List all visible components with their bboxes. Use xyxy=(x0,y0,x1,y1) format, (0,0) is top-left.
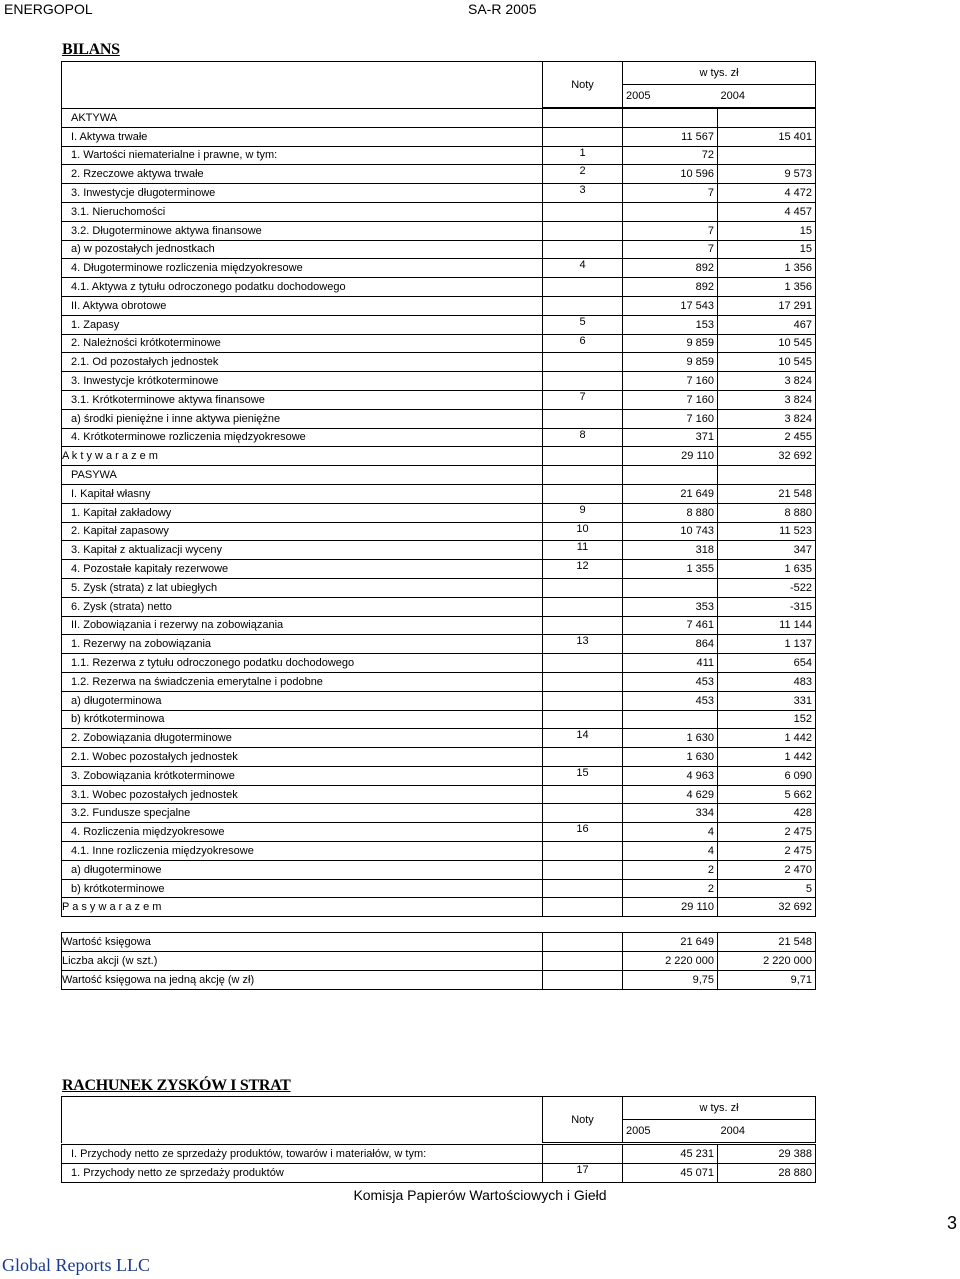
row-value-2004: 8 880 xyxy=(718,503,816,522)
row-note xyxy=(543,860,623,879)
row-value-2005: 334 xyxy=(623,804,718,823)
row-note xyxy=(543,672,623,691)
table-row xyxy=(62,353,816,372)
row-value-2005: 21 649 xyxy=(623,484,718,503)
table-row xyxy=(62,879,816,898)
row-label: 2. Zobowiązania długoterminowe xyxy=(62,729,543,748)
row-note xyxy=(543,748,623,767)
row-value-2004: 483 xyxy=(718,672,816,691)
row-value-2005: 2 220 000 xyxy=(623,952,718,971)
rachunek-year-2005: 2005 xyxy=(623,1120,718,1143)
bilans-header-table xyxy=(61,61,816,108)
row-value-2005 xyxy=(623,202,718,221)
row-value-2005: 29 110 xyxy=(623,898,718,917)
row-value-2005: 45 231 xyxy=(623,1145,718,1164)
row-value-2004: 2 455 xyxy=(718,428,816,447)
row-label: I. Przychody netto ze sprzedaży produktów, towarów i materiałów, w tym: xyxy=(62,1145,543,1164)
row-value-2005: 892 xyxy=(623,259,718,278)
table-row xyxy=(62,578,816,597)
row-note: 14 xyxy=(543,729,623,748)
table-row xyxy=(62,971,816,990)
bilans-header-blank xyxy=(62,62,543,108)
row-value-2004: 428 xyxy=(718,804,816,823)
row-note: 16 xyxy=(543,823,623,842)
row-label: b) krótkoterminowa xyxy=(62,710,543,729)
row-value-2004: 1 442 xyxy=(718,729,816,748)
row-note xyxy=(543,240,623,259)
row-note xyxy=(543,898,623,917)
row-label: 4.1. Aktywa z tytułu odroczonego podatku dochodowego xyxy=(62,278,543,297)
row-value-2004: 29 388 xyxy=(718,1145,816,1164)
row-label: A k t y w a r a z e m xyxy=(62,447,543,466)
row-note: 4 xyxy=(543,259,623,278)
row-label: 1. Zapasy xyxy=(62,315,543,334)
table-row xyxy=(62,240,816,259)
row-note xyxy=(543,109,623,128)
table-row xyxy=(62,221,816,240)
table-row xyxy=(62,654,816,673)
bilans-table xyxy=(61,108,816,917)
row-value-2005: 9 859 xyxy=(623,353,718,372)
row-label: PASYWA xyxy=(62,466,543,485)
row-note xyxy=(543,578,623,597)
row-value-2005 xyxy=(623,466,718,485)
row-value-2004: 2 470 xyxy=(718,860,816,879)
row-note xyxy=(543,466,623,485)
row-value-2005: 453 xyxy=(623,691,718,710)
row-value-2004: 5 662 xyxy=(718,785,816,804)
row-value-2004: 654 xyxy=(718,654,816,673)
table-row xyxy=(62,898,816,917)
row-note xyxy=(543,616,623,635)
table-row xyxy=(62,372,816,391)
row-note: 7 xyxy=(543,390,623,409)
row-note: 10 xyxy=(543,522,623,541)
row-label: 2.1. Wobec pozostałych jednostek xyxy=(62,748,543,767)
row-label: 1.2. Rezerwa na świadczenia emerytalne i podobne xyxy=(62,672,543,691)
row-value-2004 xyxy=(718,146,816,165)
row-value-2005: 8 880 xyxy=(623,503,718,522)
row-value-2005: 10 596 xyxy=(623,165,718,184)
row-value-2005: 864 xyxy=(623,635,718,654)
row-value-2005: 9,75 xyxy=(623,971,718,990)
row-label: 1. Rezerwy na zobowiązania xyxy=(62,635,543,654)
table-row xyxy=(62,334,816,353)
bilans-summary-table xyxy=(61,932,816,990)
row-value-2004: 17 291 xyxy=(718,296,816,315)
row-note: 5 xyxy=(543,315,623,334)
row-label: AKTYWA xyxy=(62,109,543,128)
row-label: 3. Inwestycje długoterminowe xyxy=(62,184,543,203)
row-value-2004: 1 356 xyxy=(718,278,816,297)
bilans-noty-header: Noty xyxy=(543,62,623,108)
page-number: 3 xyxy=(946,1213,957,1233)
row-note: 6 xyxy=(543,334,623,353)
table-row xyxy=(62,804,816,823)
row-value-2005: 4 629 xyxy=(623,785,718,804)
row-value-2004: 11 523 xyxy=(718,522,816,541)
row-label: 3. Inwestycje krótkoterminowe xyxy=(62,372,543,391)
row-label: 3.1. Krótkoterminowe aktywa finansowe xyxy=(62,390,543,409)
row-note: 11 xyxy=(543,541,623,560)
row-label: 4. Rozliczenia międzyokresowe xyxy=(62,823,543,842)
row-label: 4. Krótkoterminowe rozliczenia międzyokresowe xyxy=(62,428,543,447)
row-value-2004: 3 824 xyxy=(718,372,816,391)
table-row xyxy=(62,748,816,767)
row-note xyxy=(543,1145,623,1164)
table-row xyxy=(62,184,816,203)
row-label: 5. Zysk (strata) z lat ubiegłych xyxy=(62,578,543,597)
rachunek-header-table xyxy=(61,1096,816,1143)
row-value-2005: 29 110 xyxy=(623,447,718,466)
rachunek-noty-header: Noty xyxy=(543,1097,623,1143)
row-value-2004: 32 692 xyxy=(718,898,816,917)
row-label: a) w pozostałych jednostkach xyxy=(62,240,543,259)
table-row xyxy=(62,428,816,447)
table-row xyxy=(62,766,816,785)
rachunek-year-2004: 2004 xyxy=(718,1120,816,1143)
table-row xyxy=(62,127,816,146)
row-value-2004: 10 545 xyxy=(718,334,816,353)
row-label: b) krótkoterminowe xyxy=(62,879,543,898)
rachunek-header-blank xyxy=(62,1097,543,1143)
row-note xyxy=(543,409,623,428)
table-row xyxy=(62,278,816,297)
row-note xyxy=(543,484,623,503)
row-blank-cell xyxy=(543,933,623,952)
row-label: a) środki pieniężne i inne aktywa pieniężne xyxy=(62,409,543,428)
row-label: Wartość księgowa xyxy=(62,933,543,952)
row-label: 1. Wartości niematerialne i prawne, w tym: xyxy=(62,146,543,165)
row-value-2004: -522 xyxy=(718,578,816,597)
row-value-2005: 72 xyxy=(623,146,718,165)
row-label: 3.2. Fundusze specjalne xyxy=(62,804,543,823)
row-note xyxy=(543,879,623,898)
row-value-2004: 6 090 xyxy=(718,766,816,785)
table-row xyxy=(62,522,816,541)
global-reports-watermark: Global Reports LLC xyxy=(2,1255,150,1275)
row-value-2005: 411 xyxy=(623,654,718,673)
row-value-2004: 5 xyxy=(718,879,816,898)
row-value-2004: 1 356 xyxy=(718,259,816,278)
row-label: I. Aktywa trwałe xyxy=(62,127,543,146)
table-row xyxy=(62,109,816,128)
row-value-2005: 318 xyxy=(623,541,718,560)
row-value-2005: 45 071 xyxy=(623,1163,718,1182)
bilans-title: BILANS xyxy=(62,41,120,58)
row-value-2005: 9 859 xyxy=(623,334,718,353)
table-row xyxy=(62,447,816,466)
row-note xyxy=(543,842,623,861)
rachunek-title: RACHUNEK ZYSKÓW I STRAT xyxy=(62,1077,291,1094)
row-value-2005: 892 xyxy=(623,278,718,297)
row-value-2004: -315 xyxy=(718,597,816,616)
row-note: 15 xyxy=(543,766,623,785)
table-row xyxy=(62,635,816,654)
row-label: I. Kapitał własny xyxy=(62,484,543,503)
table-row xyxy=(62,409,816,428)
row-note xyxy=(543,710,623,729)
row-value-2005: 7 xyxy=(623,221,718,240)
row-label: 3. Kapitał z aktualizacji wyceny xyxy=(62,541,543,560)
row-note xyxy=(543,691,623,710)
table-row xyxy=(62,503,816,522)
row-label: 2.1. Od pozostałych jednostek xyxy=(62,353,543,372)
row-value-2005: 7 160 xyxy=(623,409,718,428)
table-row xyxy=(62,202,816,221)
row-value-2004 xyxy=(718,109,816,128)
row-value-2004: 21 548 xyxy=(718,933,816,952)
row-value-2005: 153 xyxy=(623,315,718,334)
table-row xyxy=(62,560,816,579)
row-note: 2 xyxy=(543,165,623,184)
table-row xyxy=(62,1145,816,1164)
row-note xyxy=(543,278,623,297)
row-value-2004 xyxy=(718,466,816,485)
row-note xyxy=(543,221,623,240)
row-blank-cell xyxy=(543,971,623,990)
row-value-2005: 11 567 xyxy=(623,127,718,146)
row-value-2005: 4 xyxy=(623,842,718,861)
table-row xyxy=(62,165,816,184)
row-value-2005: 1 630 xyxy=(623,748,718,767)
row-label: 3.2. Długoterminowe aktywa finansowe xyxy=(62,221,543,240)
row-value-2005: 7 160 xyxy=(623,372,718,391)
row-value-2005 xyxy=(623,710,718,729)
table-row xyxy=(62,691,816,710)
table-row xyxy=(62,785,816,804)
table-row xyxy=(62,466,816,485)
table-row xyxy=(62,860,816,879)
row-note xyxy=(543,353,623,372)
bilans-year-2005: 2005 xyxy=(623,85,718,108)
row-note xyxy=(543,654,623,673)
row-value-2004: 4 472 xyxy=(718,184,816,203)
row-label: 4. Długoterminowe rozliczenia międzyokresowe xyxy=(62,259,543,278)
row-value-2004: 2 475 xyxy=(718,842,816,861)
row-note xyxy=(543,785,623,804)
row-value-2004: 1 442 xyxy=(718,748,816,767)
table-row xyxy=(62,390,816,409)
row-note: 17 xyxy=(543,1163,623,1182)
row-value-2005: 7 461 xyxy=(623,616,718,635)
footer-institution: Komisja Papierów Wartościowych i Giełd xyxy=(353,1187,607,1203)
row-label: 1. Kapitał zakładowy xyxy=(62,503,543,522)
row-value-2005: 1 630 xyxy=(623,729,718,748)
row-value-2004: 9 573 xyxy=(718,165,816,184)
table-row xyxy=(62,823,816,842)
table-row xyxy=(62,952,816,971)
row-label: 2. Rzeczowe aktywa trwałe xyxy=(62,165,543,184)
table-row xyxy=(62,616,816,635)
row-value-2005: 4 963 xyxy=(623,766,718,785)
row-blank-cell xyxy=(543,952,623,971)
rachunek-table xyxy=(61,1144,816,1183)
row-value-2004: 4 457 xyxy=(718,202,816,221)
row-value-2004: 1 137 xyxy=(718,635,816,654)
row-value-2005: 7 xyxy=(623,184,718,203)
row-value-2005: 2 xyxy=(623,879,718,898)
row-note: 12 xyxy=(543,560,623,579)
table-row xyxy=(62,597,816,616)
row-value-2004: 11 144 xyxy=(718,616,816,635)
table-row xyxy=(62,842,816,861)
row-value-2004: 15 xyxy=(718,240,816,259)
table-row xyxy=(62,1163,816,1182)
row-value-2005: 4 xyxy=(623,823,718,842)
row-note xyxy=(543,127,623,146)
row-value-2004: 28 880 xyxy=(718,1163,816,1182)
bilans-unit: w tys. zł xyxy=(623,62,816,85)
row-value-2005: 1 355 xyxy=(623,560,718,579)
header-report-type: SA-R 2005 xyxy=(468,1,537,17)
header-company: ENERGOPOL xyxy=(4,1,93,17)
row-label: 3.1. Wobec pozostałych jednostek xyxy=(62,785,543,804)
table-row xyxy=(62,541,816,560)
row-value-2004: 1 635 xyxy=(718,560,816,579)
row-label: P a s y w a r a z e m xyxy=(62,898,543,917)
table-row xyxy=(62,315,816,334)
row-label: Liczba akcji (w szt.) xyxy=(62,952,543,971)
table-row xyxy=(62,672,816,691)
row-label: Wartość księgowa na jedną akcję (w zł) xyxy=(62,971,543,990)
row-note: 9 xyxy=(543,503,623,522)
row-label: 1.1. Rezerwa z tytułu odroczonego podatku dochodowego xyxy=(62,654,543,673)
row-note xyxy=(543,804,623,823)
row-note: 1 xyxy=(543,146,623,165)
row-value-2004: 331 xyxy=(718,691,816,710)
row-value-2005: 21 649 xyxy=(623,933,718,952)
row-value-2004: 15 xyxy=(718,221,816,240)
row-value-2004: 3 824 xyxy=(718,390,816,409)
row-value-2004: 32 692 xyxy=(718,447,816,466)
table-row xyxy=(62,296,816,315)
row-note xyxy=(543,597,623,616)
table-row xyxy=(62,710,816,729)
row-value-2004: 347 xyxy=(718,541,816,560)
row-note xyxy=(543,447,623,466)
row-value-2004: 9,71 xyxy=(718,971,816,990)
table-row xyxy=(62,259,816,278)
row-value-2004: 467 xyxy=(718,315,816,334)
row-label: 4.1. Inne rozliczenia międzyokresowe xyxy=(62,842,543,861)
table-row xyxy=(62,484,816,503)
row-label: 6. Zysk (strata) netto xyxy=(62,597,543,616)
row-note xyxy=(543,202,623,221)
row-note: 8 xyxy=(543,428,623,447)
row-value-2004: 152 xyxy=(718,710,816,729)
row-label: 3. Zobowiązania krótkoterminowe xyxy=(62,766,543,785)
rachunek-unit: w tys. zł xyxy=(623,1097,816,1120)
bilans-year-2004: 2004 xyxy=(718,85,816,108)
row-value-2005 xyxy=(623,578,718,597)
row-value-2005: 453 xyxy=(623,672,718,691)
table-row xyxy=(62,729,816,748)
row-value-2004: 2 220 000 xyxy=(718,952,816,971)
row-label: 3.1. Nieruchomości xyxy=(62,202,543,221)
row-value-2004: 10 545 xyxy=(718,353,816,372)
row-label: II. Zobowiązania i rezerwy na zobowiązania xyxy=(62,616,543,635)
row-value-2005: 7 160 xyxy=(623,390,718,409)
row-note xyxy=(543,372,623,391)
row-value-2005: 371 xyxy=(623,428,718,447)
row-label: II. Aktywa obrotowe xyxy=(62,296,543,315)
row-value-2004: 15 401 xyxy=(718,127,816,146)
row-label: 1. Przychody netto ze sprzedaży produktów xyxy=(62,1163,543,1182)
row-note: 13 xyxy=(543,635,623,654)
row-value-2004: 2 475 xyxy=(718,823,816,842)
row-note: 3 xyxy=(543,184,623,203)
row-label: 2. Kapitał zapasowy xyxy=(62,522,543,541)
row-label: 4. Pozostałe kapitały rezerwowe xyxy=(62,560,543,579)
row-value-2005: 17 543 xyxy=(623,296,718,315)
row-value-2004: 21 548 xyxy=(718,484,816,503)
row-note xyxy=(543,296,623,315)
row-label: a) długoterminowe xyxy=(62,860,543,879)
row-value-2005: 2 xyxy=(623,860,718,879)
row-value-2005: 353 xyxy=(623,597,718,616)
row-value-2005: 10 743 xyxy=(623,522,718,541)
row-value-2005 xyxy=(623,109,718,128)
table-row xyxy=(62,146,816,165)
row-value-2005: 7 xyxy=(623,240,718,259)
table-row xyxy=(62,933,816,952)
row-value-2004: 3 824 xyxy=(718,409,816,428)
row-label: a) długoterminowa xyxy=(62,691,543,710)
row-label: 2. Należności krótkoterminowe xyxy=(62,334,543,353)
